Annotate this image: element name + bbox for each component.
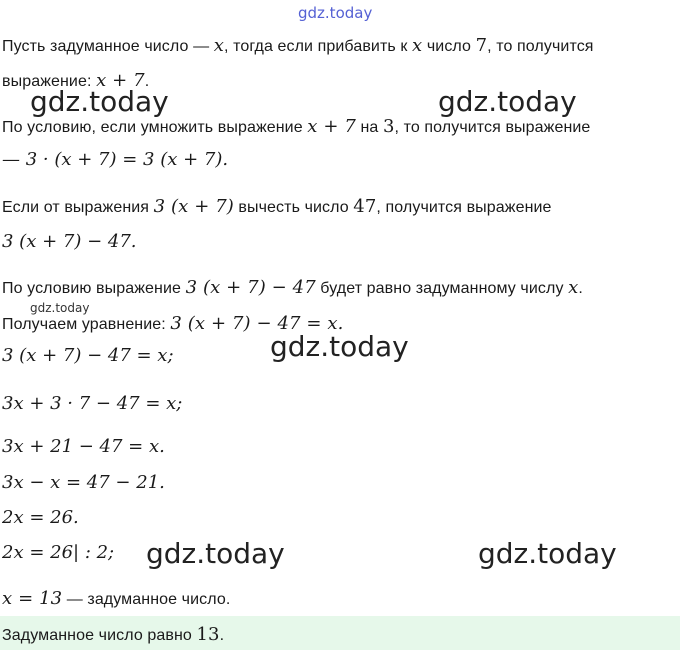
watermark-small: gdz.today: [30, 301, 90, 315]
watermark: gdz.today: [478, 537, 617, 570]
text: Если от выражения: [2, 199, 154, 216]
math-num: 13: [196, 624, 220, 645]
math-var: x: [412, 35, 423, 56]
text-line-3: [2, 116, 590, 137]
math-expr: 3 (x + 7) − 47: [185, 277, 316, 298]
text: — задуманное число.: [62, 591, 231, 608]
equation-4: 3x − x = 47 − 21.: [2, 472, 165, 493]
watermark-top: gdz.today: [298, 4, 373, 22]
text: , то получится: [487, 38, 594, 55]
equation-2: 3x + 3 · 7 − 47 = x;: [2, 393, 183, 414]
watermark: gdz.today: [146, 537, 285, 570]
text-line-5: [2, 196, 552, 217]
math-expr: 3 (x + 7): [153, 196, 234, 217]
text: число: [422, 38, 476, 55]
text: , получится выражение: [376, 199, 552, 216]
math-line-6: 3 (x + 7) − 47.: [2, 231, 137, 252]
math-expr: 3 (x + 7) − 47 = x.: [170, 313, 344, 334]
text: будет равно задуманному числу: [315, 280, 569, 297]
text: Получаем уравнение:: [2, 316, 171, 333]
watermark: gdz.today: [30, 85, 169, 118]
math-expr: x = 13: [2, 588, 63, 609]
equation-5: 2x = 26.: [2, 507, 79, 528]
text-line-1: [2, 35, 594, 56]
answer-text: [2, 624, 224, 645]
text: По условию выражение: [2, 280, 186, 297]
equation-3: 3x + 21 − 47 = x.: [2, 436, 165, 457]
text: Задуманное число равно: [2, 627, 197, 644]
math-line-4: — 3 · (x + 7) = 3 (x + 7).: [2, 149, 229, 170]
text: выражение:: [2, 73, 97, 90]
equation-1: 3 (x + 7) − 47 = x;: [2, 345, 174, 366]
math-expr: x + 7: [96, 70, 145, 91]
text: По условию, если умножить выражение: [2, 119, 308, 136]
text: .: [578, 280, 583, 297]
watermark: gdz.today: [438, 85, 577, 118]
equation-6: 2x = 26| : 2;: [2, 542, 115, 563]
math-expr: x + 7: [307, 116, 356, 137]
math-var: x: [213, 35, 224, 56]
answer-box: [0, 616, 680, 650]
result-line: [2, 588, 230, 609]
math-num: 7: [475, 35, 488, 56]
text: , то получится выражение: [394, 119, 591, 136]
math-var: x: [568, 277, 579, 298]
text: Пусть задуманное число —: [2, 38, 214, 55]
text: вычесть число: [233, 199, 354, 216]
watermark: gdz.today: [270, 330, 409, 363]
text: .: [219, 627, 225, 644]
text: .: [144, 73, 150, 90]
text: на: [355, 119, 383, 136]
text: , тогда если прибавить к: [223, 38, 413, 55]
text-line-7: [2, 277, 583, 298]
math-num: 47: [353, 196, 377, 217]
math-num: 3: [382, 116, 395, 137]
